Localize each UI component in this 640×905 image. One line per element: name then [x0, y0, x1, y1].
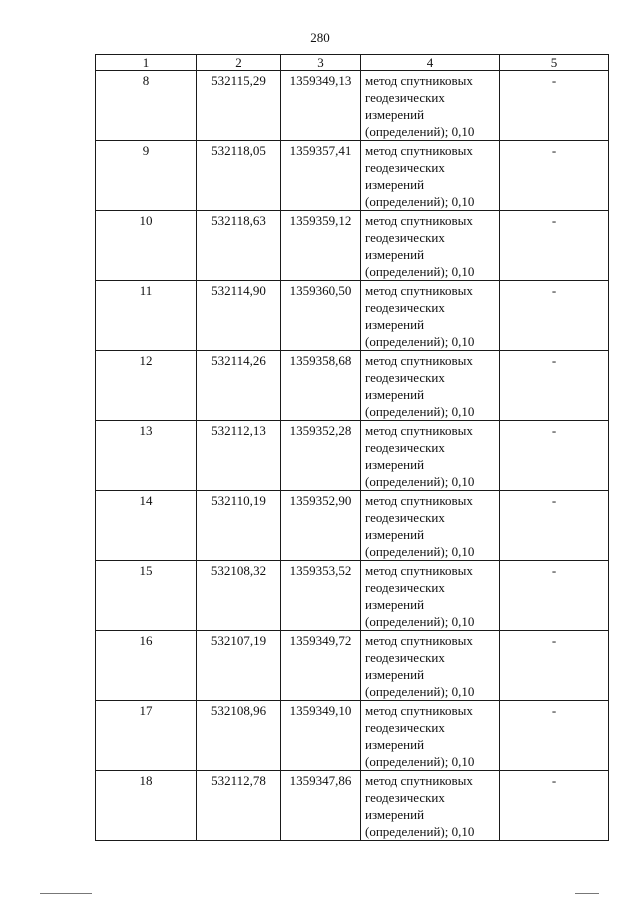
method-accuracy-cell [361, 631, 500, 701]
method-accuracy-cell-text: метод спутниковых геодезических измерений (определений); 0,10 [365, 703, 475, 769]
footer-mark-right [575, 893, 599, 894]
method-accuracy-cell [361, 141, 500, 211]
y-coordinate-cell-text: 1359352,28 [289, 423, 352, 438]
y-coordinate-cell-text: 1359358,68 [289, 353, 352, 368]
table-row [96, 351, 609, 421]
note-cell [500, 771, 609, 841]
table-row [96, 771, 609, 841]
method-accuracy-cell [361, 351, 500, 421]
x-coordinate-cell [197, 141, 281, 211]
note-cell [500, 561, 609, 631]
y-coordinate-cell [281, 701, 361, 771]
method-accuracy-cell-text: метод спутниковых геодезических измерений (определений); 0,10 [365, 493, 475, 559]
x-coordinate-cell-text: 532114,90 [211, 283, 266, 298]
note-cell-text: - [551, 143, 557, 158]
y-coordinate-cell-text: 1359347,86 [289, 773, 352, 788]
method-accuracy-cell-text: метод спутниковых геодезических измерений (определений); 0,10 [365, 73, 475, 139]
method-accuracy-cell-text: метод спутниковых геодезических измерений (определений); 0,10 [365, 423, 475, 489]
note-cell [500, 211, 609, 281]
table-row [96, 421, 609, 491]
note-cell [500, 351, 609, 421]
y-coordinate-cell-text: 1359360,50 [289, 283, 352, 298]
table-row [96, 71, 609, 141]
point-number-cell-text: 8 [142, 73, 150, 88]
x-coordinate-cell [197, 351, 281, 421]
note-cell-text: - [551, 773, 557, 788]
table-row [96, 561, 609, 631]
note-cell-text: - [551, 73, 557, 88]
note-cell-text: - [551, 213, 557, 228]
y-coordinate-cell [281, 771, 361, 841]
note-cell [500, 701, 609, 771]
y-coordinate-cell [281, 281, 361, 351]
point-number-cell [96, 631, 197, 701]
y-coordinate-cell-text: 1359349,10 [289, 703, 352, 718]
point-number-cell [96, 491, 197, 561]
note-cell-text: - [551, 633, 557, 648]
y-coordinate-cell [281, 491, 361, 561]
x-coordinate-cell [197, 71, 281, 141]
table-row [96, 281, 609, 351]
point-number-cell [96, 561, 197, 631]
column-header-4: 4 [361, 55, 500, 71]
note-cell [500, 631, 609, 701]
coordinates-table [95, 54, 609, 841]
x-coordinate-cell-text: 532114,26 [211, 353, 266, 368]
table-row [96, 211, 609, 281]
y-coordinate-cell-text: 1359352,90 [289, 493, 352, 508]
point-number-cell [96, 701, 197, 771]
point-number-cell-text: 18 [139, 773, 153, 788]
method-accuracy-cell [361, 561, 500, 631]
y-coordinate-cell [281, 421, 361, 491]
table-row [96, 491, 609, 561]
x-coordinate-cell [197, 281, 281, 351]
y-coordinate-cell-text: 1359349,13 [289, 73, 352, 88]
note-cell-text: - [551, 493, 557, 508]
x-coordinate-cell [197, 561, 281, 631]
point-number-cell [96, 771, 197, 841]
note-cell [500, 71, 609, 141]
y-coordinate-cell-text: 1359349,72 [289, 633, 352, 648]
point-number-cell-text: 14 [139, 493, 153, 508]
point-number-cell [96, 351, 197, 421]
x-coordinate-cell-text: 532115,29 [211, 73, 266, 88]
method-accuracy-cell [361, 281, 500, 351]
point-number-cell [96, 421, 197, 491]
method-accuracy-cell-text: метод спутниковых геодезических измерений (определений); 0,10 [365, 353, 475, 419]
point-number-cell [96, 71, 197, 141]
x-coordinate-cell-text: 532112,13 [211, 423, 266, 438]
point-number-cell-text: 10 [139, 213, 153, 228]
y-coordinate-cell [281, 211, 361, 281]
method-accuracy-cell [361, 771, 500, 841]
x-coordinate-cell-text: 532110,19 [211, 493, 266, 508]
point-number-cell [96, 141, 197, 211]
note-cell-text: - [551, 703, 557, 718]
table-row [96, 701, 609, 771]
method-accuracy-cell [361, 71, 500, 141]
note-cell-text: - [551, 283, 557, 298]
table-row [96, 141, 609, 211]
y-coordinate-cell [281, 141, 361, 211]
method-accuracy-cell-text: метод спутниковых геодезических измерений (определений); 0,10 [365, 773, 475, 839]
y-coordinate-cell [281, 561, 361, 631]
point-number-cell [96, 211, 197, 281]
point-number-cell-text: 12 [139, 353, 153, 368]
y-coordinate-cell [281, 631, 361, 701]
x-coordinate-cell [197, 491, 281, 561]
point-number-cell-text: 11 [139, 283, 153, 298]
method-accuracy-cell [361, 701, 500, 771]
method-accuracy-cell [361, 421, 500, 491]
table-header-row [96, 55, 609, 71]
y-coordinate-cell [281, 71, 361, 141]
x-coordinate-cell-text: 532112,78 [211, 773, 266, 788]
note-cell [500, 421, 609, 491]
point-number-cell-text: 16 [139, 633, 153, 648]
x-coordinate-cell-text: 532108,32 [210, 563, 267, 578]
method-accuracy-cell [361, 491, 500, 561]
note-cell [500, 281, 609, 351]
method-accuracy-cell-text: метод спутниковых геодезических измерений (определений); 0,10 [365, 633, 475, 699]
point-number-cell-text: 17 [139, 703, 153, 718]
point-number-cell-text: 9 [142, 143, 150, 158]
method-accuracy-cell-text: метод спутниковых геодезических измерений (определений); 0,10 [365, 563, 475, 629]
x-coordinate-cell [197, 701, 281, 771]
x-coordinate-cell [197, 631, 281, 701]
y-coordinate-cell-text: 1359359,12 [289, 213, 352, 228]
method-accuracy-cell-text: метод спутниковых геодезических измерений (определений); 0,10 [365, 213, 475, 279]
method-accuracy-cell-text: метод спутниковых геодезических измерений (определений); 0,10 [365, 143, 475, 209]
footer-mark-left [40, 893, 92, 894]
page-number: 280 [310, 30, 330, 45]
point-number-cell-text: 15 [139, 563, 153, 578]
column-header-2: 2 [197, 55, 281, 71]
table-row [96, 631, 609, 701]
y-coordinate-cell [281, 351, 361, 421]
note-cell [500, 141, 609, 211]
y-coordinate-cell-text: 1359357,41 [289, 143, 352, 158]
x-coordinate-cell [197, 771, 281, 841]
x-coordinate-cell-text: 532108,96 [210, 703, 267, 718]
note-cell-text: - [551, 353, 557, 368]
note-cell-text: - [551, 563, 557, 578]
method-accuracy-cell [361, 211, 500, 281]
x-coordinate-cell-text: 532118,63 [211, 213, 266, 228]
note-cell [500, 491, 609, 561]
method-accuracy-cell-text: метод спутниковых геодезических измерений (определений); 0,10 [365, 283, 475, 349]
y-coordinate-cell-text: 1359353,52 [289, 563, 352, 578]
point-number-cell-text: 13 [139, 423, 153, 438]
point-number-cell [96, 281, 197, 351]
page-footer-marks [0, 893, 640, 897]
x-coordinate-cell-text: 532107,19 [210, 633, 267, 648]
note-cell-text: - [551, 423, 557, 438]
column-header-5: 5 [500, 55, 609, 71]
x-coordinate-cell-text: 532118,05 [211, 143, 266, 158]
x-coordinate-cell [197, 211, 281, 281]
column-header-3: 3 [281, 55, 361, 71]
column-header-1: 1 [96, 55, 197, 71]
x-coordinate-cell [197, 421, 281, 491]
